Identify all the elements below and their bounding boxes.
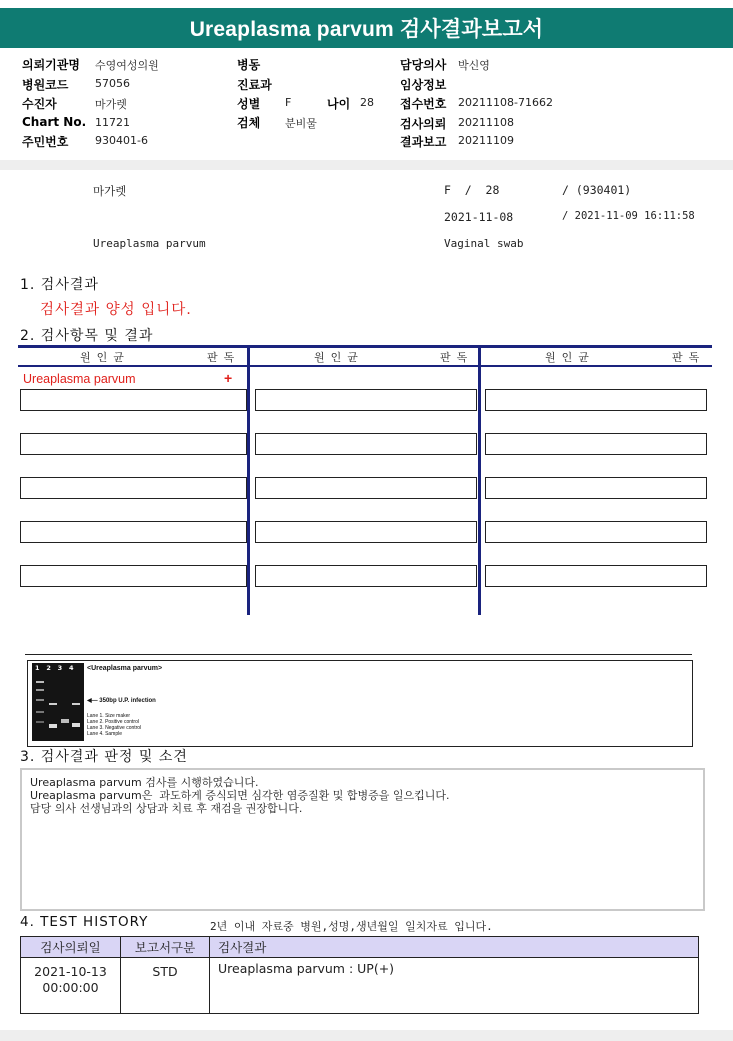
history-time: 00:00:00	[42, 980, 99, 995]
report-title: Ureaplasma parvum 검사결과보고서	[0, 8, 733, 48]
value-hospital-code: 57056	[95, 77, 130, 90]
value-age: 28	[360, 96, 374, 109]
label-sex: 성별	[237, 97, 261, 111]
result-organism: Ureaplasma parvum	[23, 372, 136, 386]
gel-panel	[27, 660, 693, 747]
history-result: Ureaplasma parvum : UP(+)	[210, 958, 699, 1014]
section1-result: 검사결과 양성 입니다.	[40, 302, 192, 318]
gel-legend	[87, 713, 141, 737]
value-request-date: 20211108	[458, 116, 514, 129]
result-cell	[485, 565, 707, 587]
label-institution: 의뢰기관명	[22, 58, 80, 72]
result-cell	[20, 565, 247, 587]
table-divider-1	[247, 345, 250, 615]
result-cell	[255, 477, 477, 499]
opinion-line: Ureaplasma parvum 검사를 시행하였습니다.	[30, 776, 259, 789]
section2-heading: 2. 검사항목 및 결과	[20, 328, 154, 344]
gel-legend-item: Lane 2. Positive control	[87, 719, 139, 725]
bottom-band	[0, 1030, 733, 1041]
section4-note: 2년 이내 자료중 병원,성명,생년월일 일치자료 입니다.	[210, 920, 493, 933]
opinion-line: Ureaplasma parvum은 과도하게 증식되면 심각한 염증질환 및 합병증을 일으킵니다.	[30, 789, 450, 802]
result-cell	[485, 389, 707, 411]
label-receipt-no: 접수번호	[400, 97, 447, 111]
history-cell-date	[21, 958, 121, 1014]
col-header-judgment-3: 판독	[672, 351, 706, 364]
gel-band	[36, 721, 44, 723]
label-age: 나이	[327, 97, 351, 111]
history-col-date: 검사의뢰일	[21, 937, 121, 958]
result-cell	[485, 521, 707, 543]
label-doctor: 담당의사	[400, 58, 447, 72]
label-resident-no: 주민번호	[22, 135, 69, 149]
label-hospital-code: 병원코드	[22, 78, 69, 92]
result-judgment: +	[224, 370, 233, 386]
result-cell	[20, 389, 247, 411]
summary-received: 2021-11-08	[444, 210, 514, 224]
value-doctor: 박신영	[458, 59, 490, 72]
col-header-judgment-2: 판독	[440, 351, 474, 364]
table-header-rule	[18, 365, 712, 367]
gel-lane-3: 3	[57, 664, 63, 672]
history-row	[21, 958, 699, 1014]
summary-reported: / 2021-11-09 16:11:58	[562, 210, 695, 222]
gel-arrow-label	[87, 697, 156, 704]
label-ward: 병동	[237, 58, 261, 72]
gel-lane-1: 1	[35, 664, 40, 672]
result-cell	[255, 565, 477, 587]
gel-legend-item: Lane 1. Size maker	[87, 713, 131, 719]
section3-heading: 3. 검사결과 판정 및 소견	[20, 749, 188, 765]
gel-band	[61, 719, 69, 723]
history-header-row	[21, 937, 699, 958]
label-specimen: 검체	[237, 116, 261, 130]
value-institution: 수영여성의원	[95, 59, 159, 72]
gel-band	[36, 689, 44, 691]
gel-band	[36, 699, 44, 701]
summary-specimen: Vaginal swab	[444, 237, 524, 250]
gel-band	[36, 681, 44, 683]
gel-title: <Ureaplasma parvum>	[87, 665, 163, 672]
label-report-date: 결과보고	[400, 135, 447, 149]
value-report-date: 20211109	[458, 134, 514, 147]
divider-band	[0, 160, 733, 170]
gel-band	[72, 723, 80, 727]
col-header-organism-2: 원인균	[314, 351, 364, 364]
gel-band	[72, 703, 80, 705]
col-header-judgment-1: 판독	[207, 351, 241, 364]
value-receipt-no: 20211108-71662	[458, 96, 553, 109]
table-divider-2	[478, 345, 481, 615]
gel-arrow-text: 350bp U.P. infection	[99, 698, 156, 704]
result-cell	[20, 477, 247, 499]
gel-band	[49, 724, 57, 728]
summary-birth: / (930401)	[562, 183, 632, 197]
value-chart-no: 11721	[95, 116, 130, 129]
gel-lane-2: 2	[46, 664, 51, 672]
col-header-organism-3: 원인균	[545, 351, 595, 364]
label-chart-no: Chart No.	[22, 115, 87, 129]
gel-lane-numbers	[35, 664, 74, 672]
gel-legend-item: Lane 4. Sample	[87, 731, 123, 737]
gel-band	[36, 711, 44, 713]
history-table	[20, 936, 699, 1014]
opinion-box	[20, 768, 705, 911]
result-cell	[255, 389, 477, 411]
summary-sex-age: F / 28	[444, 183, 500, 197]
summary-test: Ureaplasma parvum	[93, 237, 206, 250]
result-cell	[485, 433, 707, 455]
value-resident-no: 930401-6	[95, 134, 148, 147]
section4-heading: 4. TEST HISTORY	[20, 914, 149, 930]
result-cell	[255, 521, 477, 543]
value-sex: F	[285, 96, 292, 109]
gel-image	[32, 663, 84, 741]
opinion-line: 담당 의사 선생님과의 상담과 치료 후 재검을 권장합니다.	[30, 802, 303, 815]
history-col-type: 보고서구분	[121, 937, 210, 958]
result-cell	[485, 477, 707, 499]
col-header-organism-1: 원인균	[80, 351, 130, 364]
history-date: 2021-10-13	[34, 964, 107, 979]
gel-top-rule	[25, 654, 692, 655]
value-specimen: 분비물	[285, 117, 317, 130]
arrow-left-icon: ◀—	[87, 698, 100, 704]
table-top-rule	[18, 345, 712, 348]
result-cell	[255, 433, 477, 455]
label-department: 진료과	[237, 78, 272, 92]
section1-heading: 1. 검사결과	[20, 277, 99, 293]
value-patient: 마가렛	[95, 98, 127, 111]
summary-name: 마가렛	[93, 184, 127, 198]
label-request-date: 검사의뢰	[400, 117, 447, 131]
result-cell	[20, 521, 247, 543]
gel-band	[49, 703, 57, 705]
label-clinical-info: 임상정보	[400, 78, 447, 92]
label-patient: 수진자	[22, 97, 57, 111]
result-cell	[20, 433, 247, 455]
history-type: STD	[121, 958, 210, 1014]
gel-legend-item: Lane 3. Negative control	[87, 725, 142, 731]
gel-lane-4: 4	[68, 664, 74, 672]
history-col-result: 검사결과	[210, 937, 699, 958]
